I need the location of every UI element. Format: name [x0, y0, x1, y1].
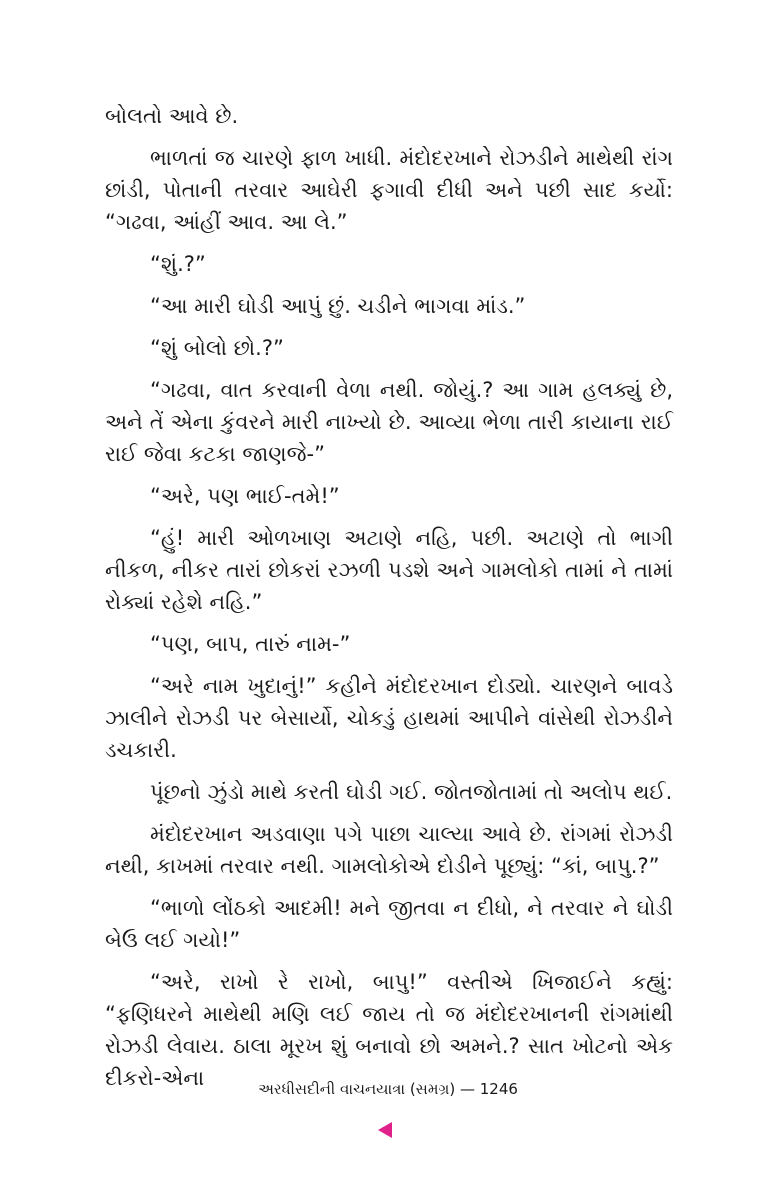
- paragraph-8: “પણ, બાપ, તારું નામ-”: [150, 632, 351, 656]
- paragraph-10: પૂંછનો ઝુંડો માથે કરતી ઘોડી ગઈ. જોતજોતામાં તો અલોપ થઈ.: [150, 780, 673, 804]
- paragraph-5: “ગઢવા, વાત કરવાની વેળા નથી. જોયું.? આ ગામ હલક્યું છે, અને તેં એના કુંવરને મારી નાખ્યો છે. આવ્યા ભેળા તારી કાયાના રાઈ રાઈ જેવા કટકા જાણજે-”: [105, 378, 673, 466]
- paragraph-12: “ભાળો લોંઠકો આદમી! મને જીતવા ન દીધો, ને તરવાર ને ઘોડી બેઉ લઈ ગયો!”: [105, 896, 673, 952]
- paragraph-11: મંદોદરખાન અડવાણા પગે પાછા ચાલ્યા આવે છે. રાંગમાં રોઝડી નથી, કાખમાં તરવાર નથી. ગામલોકોએ દોડીને પૂછ્યું: “કાં, બાપુ.?”: [105, 822, 673, 878]
- page-body: [105, 100, 673, 1104]
- triangle-left-icon[interactable]: [378, 1122, 392, 1138]
- paragraph-0: બોલતો આવે છે.: [105, 104, 239, 128]
- paragraph-2: “શું.?”: [150, 252, 206, 276]
- page-footer: અરધીસદીની વાચનયાત્રા (સમગ્ર) — 1246: [258, 1080, 518, 1098]
- paragraph-1: ભાળતાં જ ચારણે ફાળ ખાધી. મંદોદરખાનેે રોઝડીને માથેથી રાંગ છાંડી, પોતાની તરવાર આઘેરી ફગાવી દીધી અને પછી સાદ કર્યો: “ગઢવા, આંહીં આવ. આ લે.”: [105, 146, 673, 234]
- paragraph-9: “અરે નામ ખુદાનું!” કહીને મંદોદરખાન દોડ્યો. ચારણને બાવડે ઝાલીને રોઝડી પર બેસાર્યો, ચોકડું હાથમાં આપીને વાંસેથી રોઝડીને ડચકારી.: [105, 674, 673, 762]
- paragraph-13: “અરે, રાખો રે રાખો, બાપુ!” વસ્તીએ ખિજાઈને કહ્યું: “ફણિધરને માથેથી મણિ લઈ જાય તો જ મંદોદરખાનની રાંગમાંથી રોઝડી લેવાય. ઠાલા મૂરખ શું બનાવો છો અમને.? સાત ખોટનો એક દીકરો-એના: [105, 970, 673, 1090]
- paragraph-6: “અરે, પણ ભાઈ-તમે!”: [150, 484, 340, 508]
- paragraph-4: “શું બોલો છો.?”: [150, 336, 284, 360]
- paragraph-3: “આ મારી ઘોડી આપું છું. ચડીને ભાગવા માંડ.”: [150, 294, 526, 318]
- paragraph-7: “હું! મારી ઓળખાણ અટાણે નહિ, પછી. અટાણે તો ભાગી નીકળ, નીકર તારાં છોકરાં રઝળી પડશે અને ગામલોકો તામાં ને તામાં રોક્યાં રહેશે નહિ.”: [105, 526, 673, 614]
